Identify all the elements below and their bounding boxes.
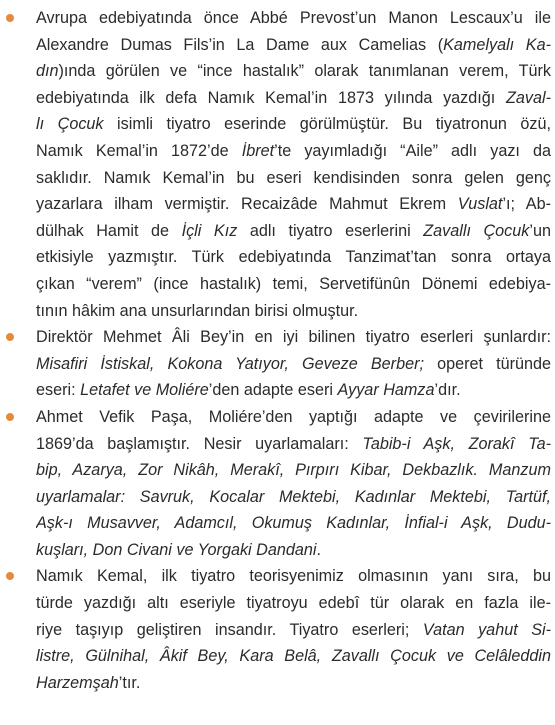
text-segment: çıkan “verem” (ince hastalık) temi, Servetifünûn Dönemi edebiya-	[36, 274, 551, 293]
text-line	[36, 58, 551, 85]
text-segment: Namık Kemal’in 1872’de	[36, 141, 242, 160]
text-segment: yazarlara ilham vermiştir. Recaizâde Mahmut Ekrem	[36, 195, 458, 214]
text-segment: saklıdır. Namık Kemal’in bu eseri kendisinden sonra gelen genç	[36, 168, 551, 187]
italic-text: İçli Kız	[181, 221, 238, 240]
bullet-item	[0, 563, 551, 696]
text-segment: Ahmet Vefik Paşa, Moliére’den yaptığı adapte ve çevirilerine	[36, 407, 551, 426]
italic-text: uyarlamalar: Savruk, Kocalar Mektebi, Kadınlar Mektebi, Tartüf,	[36, 487, 551, 506]
italic-text: dın	[36, 62, 59, 81]
bullet-dot-icon	[6, 572, 14, 580]
text-segment: 1869’da başlamıştır. Nesir uyarlamaları:	[36, 434, 363, 453]
italic-text: Kamelyalı Ka-	[443, 35, 551, 54]
text-segment: operet türünde	[423, 354, 551, 373]
text-line	[36, 324, 551, 351]
text-segment: .	[316, 540, 321, 559]
text-line	[36, 537, 551, 564]
text-segment: ’ı; Ab-	[502, 195, 551, 214]
text-line	[36, 563, 551, 590]
text-line	[36, 670, 551, 697]
italic-text: İbret	[241, 141, 275, 160]
text-line	[36, 111, 551, 138]
italic-text: Ayyar Hamza	[337, 381, 435, 400]
text-line	[36, 431, 551, 458]
italic-text: Vatan yahut Si-	[422, 620, 551, 639]
text-segment: ’den adapte eseri	[208, 381, 338, 400]
text-line	[36, 590, 551, 617]
text-segment: Direktör Mehmet Âli Bey’in en iyi bilinen tiyatro eserleri şunlardır:	[36, 328, 551, 347]
bullet-dot-icon	[6, 333, 14, 341]
text-segment: Alexandre Dumas Fils’in La Dame aux Camelias (	[36, 35, 444, 54]
bullet-dot-icon	[6, 14, 14, 22]
bullet-item	[0, 5, 551, 324]
text-segment: dülhak Hamit de	[36, 221, 182, 240]
text-line	[36, 643, 551, 670]
bullet-list	[0, 5, 551, 696]
italic-text: Tabib-i Aşk, Zorakî Ta-	[362, 434, 551, 453]
text-line	[36, 457, 551, 484]
text-segment: edebiyatında ilk defa Namık Kemal’in 1873 yılında yazdığı	[36, 88, 507, 107]
text-line	[36, 244, 551, 271]
text-line	[36, 510, 551, 537]
text-segment: )ında görülen ve “ince hastalık” olarak tanımlanan verem, Türk	[58, 62, 551, 81]
text-segment: ’tır.	[118, 673, 141, 692]
italic-text: bip, Azarya, Zor Nikâh, Merakî, Pırpırı Kibar, Dekbazlık. Manzum	[36, 461, 551, 480]
text-line	[36, 617, 551, 644]
text-segment: etkisiyle yazmıştır. Türk edebiyatında Tanzimat’tan sonra ortaya	[36, 248, 551, 267]
text-line	[36, 484, 551, 511]
text-segment: tının hâkim ana unsurlarından birisi olmuştur.	[36, 301, 359, 320]
text-line	[36, 85, 551, 112]
italic-text: listre, Gülnihal, Âkif Bey, Kara Belâ, Zavallı Çocuk ve Celâleddin	[36, 647, 551, 666]
italic-text: lı Çocuk	[36, 115, 104, 134]
text-segment: adlı tiyatro eserlerini	[237, 221, 424, 240]
italic-text: Vuslat	[457, 195, 503, 214]
text-segment: Namık Kemal, ilk tiyatro teorisyenimiz olmasının yanı sıra, bu	[36, 567, 551, 586]
italic-text: kuşları, Don Civani ve Yorgaki Dandani	[36, 540, 317, 559]
bullet-item	[0, 404, 551, 564]
italic-text: Aşk-ı Musavver, Adamcıl, Okumuş Kadınlar, İnfial-i Aşk, Dudu-	[36, 514, 551, 533]
bullet-item	[0, 324, 551, 404]
text-line	[36, 377, 551, 404]
text-segment: isimli tiyatro eserinde görülmüştür. Bu tiyatronun özü,	[103, 115, 551, 134]
italic-text: Letafet ve Moliére	[80, 381, 209, 400]
italic-text: Misafiri İstiskal, Kokona Yatıyor, Geveze Berber;	[36, 354, 424, 373]
text-segment: türde yazdığı altı eseriyle tiyatroyu edebî tür olarak en fazla ile-	[36, 594, 551, 613]
text-line	[36, 138, 551, 165]
text-segment: riye taşıyıp geliştiren insandır. Tiyatro eserleri;	[36, 620, 423, 639]
text-line	[36, 32, 551, 59]
bullet-dot-icon	[6, 413, 14, 421]
text-line	[36, 218, 551, 245]
text-segment: eseri:	[36, 381, 81, 400]
text-line	[36, 351, 551, 378]
text-segment: ’te yayımladığı “Aile” adlı yazı da	[274, 141, 551, 160]
text-line	[36, 404, 551, 431]
italic-text: Zavallı Çocuk	[423, 221, 530, 240]
text-line	[36, 271, 551, 298]
text-line	[36, 298, 551, 325]
text-line	[36, 5, 551, 32]
text-line	[36, 165, 551, 192]
text-segment: ’dır.	[434, 381, 461, 400]
italic-text: Zaval-	[506, 88, 551, 107]
text-line	[36, 191, 551, 218]
italic-text: Harzemşah	[36, 673, 119, 692]
text-segment: Avrupa edebiyatında önce Abbé Prevost’un Manon Lescaux’u ile	[36, 9, 551, 27]
text-segment: ’un	[529, 221, 551, 240]
